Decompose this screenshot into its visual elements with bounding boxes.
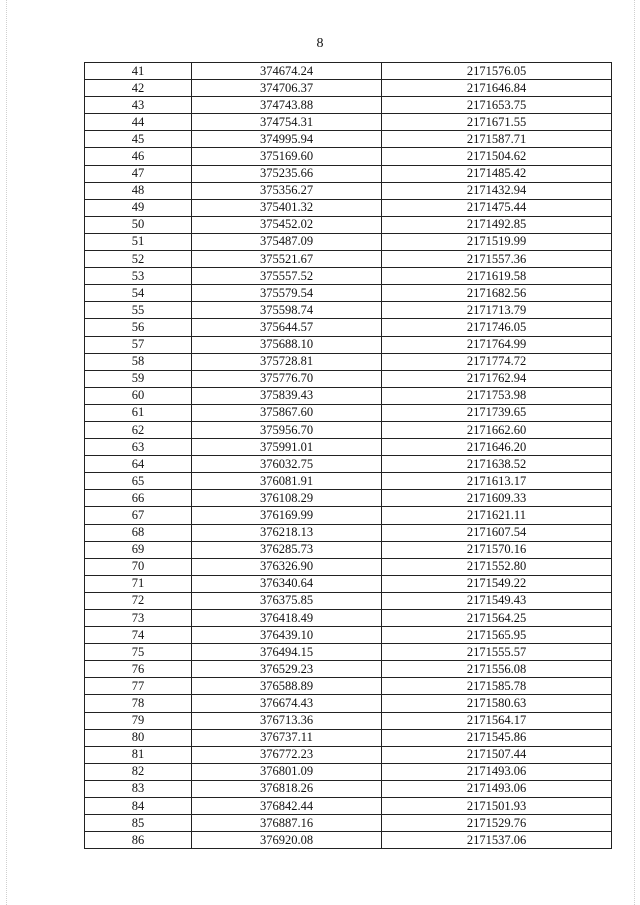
y-coordinate-cell: 2171564.17 (382, 712, 612, 729)
x-coordinate-cell: 376494.15 (192, 644, 382, 661)
table-row (85, 353, 612, 370)
table-row (85, 216, 612, 233)
table-row (85, 678, 612, 695)
table-row (85, 746, 612, 763)
x-coordinate-cell: 375487.09 (192, 233, 382, 250)
y-coordinate-cell: 2171529.76 (382, 815, 612, 832)
y-coordinate-cell: 2171576.05 (382, 63, 612, 80)
y-coordinate-cell: 2171537.06 (382, 832, 612, 849)
y-coordinate-cell: 2171555.57 (382, 644, 612, 661)
point-number-cell: 83 (85, 780, 192, 797)
x-coordinate-cell: 375867.60 (192, 404, 382, 421)
y-coordinate-cell: 2171662.60 (382, 421, 612, 438)
point-number-cell: 46 (85, 148, 192, 165)
y-coordinate-cell: 2171621.11 (382, 507, 612, 524)
point-number-cell: 60 (85, 387, 192, 404)
x-coordinate-cell: 376169.99 (192, 507, 382, 524)
table-row (85, 661, 612, 678)
x-coordinate-cell: 376713.36 (192, 712, 382, 729)
table-row (85, 627, 612, 644)
x-coordinate-cell: 375452.02 (192, 216, 382, 233)
table-row (85, 490, 612, 507)
y-coordinate-cell: 2171619.58 (382, 268, 612, 285)
y-coordinate-cell: 2171492.85 (382, 216, 612, 233)
table-row (85, 233, 612, 250)
point-number-cell: 71 (85, 575, 192, 592)
point-number-cell: 82 (85, 763, 192, 780)
table-row (85, 285, 612, 302)
x-coordinate-cell: 376108.29 (192, 490, 382, 507)
y-coordinate-cell: 2171504.62 (382, 148, 612, 165)
point-number-cell: 55 (85, 302, 192, 319)
y-coordinate-cell: 2171552.80 (382, 558, 612, 575)
y-coordinate-cell: 2171587.71 (382, 131, 612, 148)
x-coordinate-cell: 376375.85 (192, 592, 382, 609)
table-row (85, 763, 612, 780)
table-row (85, 815, 612, 832)
x-coordinate-cell: 376887.16 (192, 815, 382, 832)
y-coordinate-cell: 2171564.25 (382, 610, 612, 627)
table-row (85, 439, 612, 456)
x-coordinate-cell: 375728.81 (192, 353, 382, 370)
point-number-cell: 78 (85, 695, 192, 712)
y-coordinate-cell: 2171585.78 (382, 678, 612, 695)
table-row (85, 131, 612, 148)
point-number-cell: 73 (85, 610, 192, 627)
x-coordinate-cell: 375956.70 (192, 421, 382, 438)
x-coordinate-cell: 374754.31 (192, 114, 382, 131)
point-number-cell: 63 (85, 439, 192, 456)
point-number-cell: 47 (85, 165, 192, 182)
y-coordinate-cell: 2171485.42 (382, 165, 612, 182)
x-coordinate-cell: 375356.27 (192, 182, 382, 199)
point-number-cell: 65 (85, 473, 192, 490)
y-coordinate-cell: 2171646.84 (382, 80, 612, 97)
table-row (85, 165, 612, 182)
y-coordinate-cell: 2171638.52 (382, 456, 612, 473)
point-number-cell: 56 (85, 319, 192, 336)
x-coordinate-cell: 376081.91 (192, 473, 382, 490)
point-number-cell: 74 (85, 627, 192, 644)
point-number-cell: 44 (85, 114, 192, 131)
x-coordinate-cell: 375688.10 (192, 336, 382, 353)
point-number-cell: 85 (85, 815, 192, 832)
table-row (85, 798, 612, 815)
table-row (85, 114, 612, 131)
point-number-cell: 54 (85, 285, 192, 302)
table-row (85, 575, 612, 592)
x-coordinate-cell: 375401.32 (192, 199, 382, 216)
table-row (85, 336, 612, 353)
table-row (85, 302, 612, 319)
x-coordinate-cell: 375169.60 (192, 148, 382, 165)
x-coordinate-cell: 376737.11 (192, 729, 382, 746)
table-row (85, 712, 612, 729)
x-coordinate-cell: 376439.10 (192, 627, 382, 644)
point-number-cell: 69 (85, 541, 192, 558)
page-number: 8 (316, 36, 324, 51)
y-coordinate-cell: 2171607.54 (382, 524, 612, 541)
coordinates-table (84, 62, 612, 849)
table-row (85, 592, 612, 609)
y-coordinate-cell: 2171519.99 (382, 233, 612, 250)
point-number-cell: 64 (85, 456, 192, 473)
table-row (85, 387, 612, 404)
point-number-cell: 77 (85, 678, 192, 695)
x-coordinate-cell: 376032.75 (192, 456, 382, 473)
x-coordinate-cell: 376285.73 (192, 541, 382, 558)
x-coordinate-cell: 375644.57 (192, 319, 382, 336)
y-coordinate-cell: 2171753.98 (382, 387, 612, 404)
x-coordinate-cell: 375521.67 (192, 251, 382, 268)
table-row (85, 541, 612, 558)
y-coordinate-cell: 2171682.56 (382, 285, 612, 302)
point-number-cell: 45 (85, 131, 192, 148)
x-coordinate-cell: 376920.08 (192, 832, 382, 849)
point-number-cell: 52 (85, 251, 192, 268)
point-number-cell: 86 (85, 832, 192, 849)
point-number-cell: 76 (85, 661, 192, 678)
table-row (85, 456, 612, 473)
x-coordinate-cell: 375579.54 (192, 285, 382, 302)
x-coordinate-cell: 376418.49 (192, 610, 382, 627)
point-number-cell: 58 (85, 353, 192, 370)
left-scan-edge (6, 0, 7, 905)
y-coordinate-cell: 2171764.99 (382, 336, 612, 353)
table-row (85, 729, 612, 746)
y-coordinate-cell: 2171613.17 (382, 473, 612, 490)
point-number-cell: 61 (85, 404, 192, 421)
x-coordinate-cell: 375557.52 (192, 268, 382, 285)
y-coordinate-cell: 2171746.05 (382, 319, 612, 336)
table-row (85, 524, 612, 541)
table-row (85, 644, 612, 661)
point-number-cell: 75 (85, 644, 192, 661)
x-coordinate-cell: 375598.74 (192, 302, 382, 319)
y-coordinate-cell: 2171507.44 (382, 746, 612, 763)
table-row (85, 251, 612, 268)
coordinates-table-body (85, 63, 612, 849)
y-coordinate-cell: 2171501.93 (382, 798, 612, 815)
x-coordinate-cell: 376818.26 (192, 780, 382, 797)
x-coordinate-cell: 375991.01 (192, 439, 382, 456)
y-coordinate-cell: 2171493.06 (382, 763, 612, 780)
y-coordinate-cell: 2171556.08 (382, 661, 612, 678)
point-number-cell: 43 (85, 97, 192, 114)
y-coordinate-cell: 2171653.75 (382, 97, 612, 114)
y-coordinate-cell: 2171580.63 (382, 695, 612, 712)
point-number-cell: 53 (85, 268, 192, 285)
y-coordinate-cell: 2171739.65 (382, 404, 612, 421)
y-coordinate-cell: 2171713.79 (382, 302, 612, 319)
table-row (85, 268, 612, 285)
x-coordinate-cell: 376801.09 (192, 763, 382, 780)
y-coordinate-cell: 2171493.06 (382, 780, 612, 797)
table-row (85, 558, 612, 575)
y-coordinate-cell: 2171762.94 (382, 370, 612, 387)
point-number-cell: 84 (85, 798, 192, 815)
x-coordinate-cell: 376674.43 (192, 695, 382, 712)
y-coordinate-cell: 2171609.33 (382, 490, 612, 507)
x-coordinate-cell: 376772.23 (192, 746, 382, 763)
point-number-cell: 51 (85, 233, 192, 250)
x-coordinate-cell: 374743.88 (192, 97, 382, 114)
y-coordinate-cell: 2171671.55 (382, 114, 612, 131)
point-number-cell: 81 (85, 746, 192, 763)
table-row (85, 199, 612, 216)
table-row (85, 832, 612, 849)
y-coordinate-cell: 2171565.95 (382, 627, 612, 644)
table-row (85, 695, 612, 712)
point-number-cell: 57 (85, 336, 192, 353)
table-row (85, 507, 612, 524)
y-coordinate-cell: 2171774.72 (382, 353, 612, 370)
y-coordinate-cell: 2171432.94 (382, 182, 612, 199)
point-number-cell: 48 (85, 182, 192, 199)
table-row (85, 148, 612, 165)
point-number-cell: 70 (85, 558, 192, 575)
point-number-cell: 79 (85, 712, 192, 729)
table-row (85, 610, 612, 627)
table-row (85, 404, 612, 421)
table-row (85, 97, 612, 114)
point-number-cell: 66 (85, 490, 192, 507)
table-row (85, 80, 612, 97)
x-coordinate-cell: 376340.64 (192, 575, 382, 592)
table-row (85, 780, 612, 797)
point-number-cell: 50 (85, 216, 192, 233)
point-number-cell: 80 (85, 729, 192, 746)
right-scan-edge (634, 0, 635, 905)
y-coordinate-cell: 2171570.16 (382, 541, 612, 558)
point-number-cell: 68 (85, 524, 192, 541)
table-row (85, 319, 612, 336)
x-coordinate-cell: 374674.24 (192, 63, 382, 80)
x-coordinate-cell: 375235.66 (192, 165, 382, 182)
point-number-cell: 59 (85, 370, 192, 387)
y-coordinate-cell: 2171545.86 (382, 729, 612, 746)
y-coordinate-cell: 2171557.36 (382, 251, 612, 268)
x-coordinate-cell: 374706.37 (192, 80, 382, 97)
x-coordinate-cell: 376842.44 (192, 798, 382, 815)
table-row (85, 473, 612, 490)
y-coordinate-cell: 2171549.43 (382, 592, 612, 609)
point-number-cell: 49 (85, 199, 192, 216)
x-coordinate-cell: 376218.13 (192, 524, 382, 541)
x-coordinate-cell: 376588.89 (192, 678, 382, 695)
x-coordinate-cell: 375839.43 (192, 387, 382, 404)
y-coordinate-cell: 2171646.20 (382, 439, 612, 456)
table-row (85, 421, 612, 438)
y-coordinate-cell: 2171549.22 (382, 575, 612, 592)
x-coordinate-cell: 376529.23 (192, 661, 382, 678)
x-coordinate-cell: 374995.94 (192, 131, 382, 148)
y-coordinate-cell: 2171475.44 (382, 199, 612, 216)
point-number-cell: 72 (85, 592, 192, 609)
point-number-cell: 41 (85, 63, 192, 80)
table-row (85, 63, 612, 80)
point-number-cell: 62 (85, 421, 192, 438)
x-coordinate-cell: 376326.90 (192, 558, 382, 575)
x-coordinate-cell: 375776.70 (192, 370, 382, 387)
point-number-cell: 42 (85, 80, 192, 97)
table-row (85, 182, 612, 199)
point-number-cell: 67 (85, 507, 192, 524)
table-row (85, 370, 612, 387)
